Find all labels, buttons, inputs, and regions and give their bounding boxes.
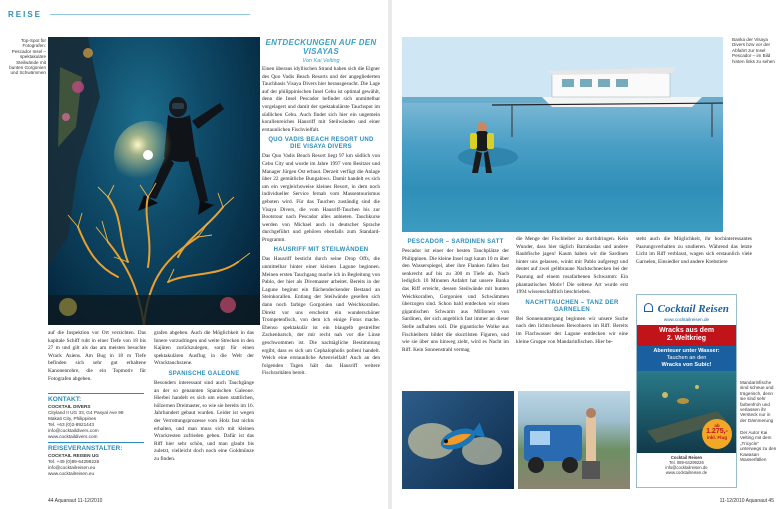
photo-caption-left: Top-Spot für Fotografen: Pescador Insel – spektakuläre Steilwände mit bunten Gorgonien und Schwämmen <box>9 38 46 76</box>
contact-box <box>48 393 144 477</box>
article-column-galeone <box>154 330 254 465</box>
ad-line2: 2. Weltkrieg <box>666 335 707 343</box>
article-title-block <box>262 38 380 64</box>
ad-footer-line-1: Tel. 089-64299226 <box>669 460 704 466</box>
organizer-email-link[interactable]: info@cocktailreisen.eu <box>48 465 96 471</box>
right-column-continued <box>636 236 752 267</box>
article-column-wreck <box>48 330 146 384</box>
hausriff-paragraph: Das Hausriff besticht durch seine Drop Offs, die unmittelbar hinter einer kleinen Lagune beginnen. Meinen ersten Tauchgang mache ich in Begleitung von Pablo, der hier als Divemaster arbeitet. Bereits in der Lagune beginnt ein flächendeckender Bestand an Steinkorallen. Entlang der Steilwände gesellen sich dann noch farbige Gorgonien und Weichkorallen. Direkt vor uns erscheint ein wunderschöner Trompetenfisch, von dem ich einige Fotos mache. Ebenso spektakulär ist ein blaugelb gestreifter Zackenbarsch, der mir recht nah vor die Linse geschwommen ist. Die nachtägliche Bestimmung ergibt, dass es sich um Cephalopholis polleni handelt. Welch eine erstaunliche Artenvielfalt! Auch an den folgenden Tagen hält das Hausriff weitere Fischraritäten bereit. <box>262 256 380 377</box>
contact-line-2: Makati City, Philippines <box>48 415 97 421</box>
pescador-paragraph: Pescador ist einer der besten Tauchplätze der Philippinen. Die kleine Insel ragt kaum 10 m über den Wasserspiegel, aber ihre Flanken fallen fast senkrecht auf bis zu 300 m Tiefe ab. Nach lediglich 10 Minuten Anfahrt hat unsere Banka das Riff erreicht, dessen Steilwände mit bunten Weichkorallen, Gorgonien und Schwämmen überzogen sind. Schon bald entdecken wir einen gigantischen Schwarm aus Millionen von Sardinen, der sich angeblich fast immer an dieser Stelle aufhalten soll. Die gigantische Wolke aus Fischleibern bildet die skurrilsten Figuren, und wie sie über uns hinweg zieht, wird es Nacht im Riff. Kein Sonnenstrahl vermag <box>402 248 509 353</box>
organizer-line-1: Tel. +49 (0)89-64299226 <box>48 459 100 465</box>
contact-line-1: Cityland II UG 33, G4 Pasyal Ave 98 <box>48 409 124 415</box>
side-caption-author: Der Autor Kai Velting mit dem „Tricycle“ unterwegs zu den Kawasan Wasserfällen <box>740 430 777 463</box>
wreck-continued-paragraph: grafen abgeben. Auch die Möglichkeit in das Innere vorzudringen und weite Strecken in den Kajüten zurückzulegen, sorgt für einen spektakulären Ausflug in die Welt der Wracktauchszene. <box>154 330 254 367</box>
article-column-intro <box>262 66 380 379</box>
heading-hausriff: HAUSRIFF MIT STEILWÄNDEN <box>273 247 369 254</box>
section-rule <box>50 14 250 15</box>
tricycle-photo <box>518 391 630 489</box>
cocktail-reisen-ad[interactable] <box>636 294 737 488</box>
ad-footer-line-0: Cocktail Reisen <box>670 454 703 460</box>
ad-brand: Cocktail Reisen <box>657 303 729 315</box>
right-page <box>392 0 780 509</box>
contact-heading: KONTAKT: <box>48 393 144 403</box>
ad-red-banner <box>637 325 736 346</box>
right-column-nacht <box>516 236 628 347</box>
ad-footer-line-2[interactable]: info@cocktailreisen.de <box>665 465 708 471</box>
ad-line1: Wracks aus dem <box>658 327 715 334</box>
ad-price-from: ab <box>714 422 720 428</box>
contact-line-3: Tel. +63 (0)2-8921443 <box>48 421 94 427</box>
pescador-continued-paragraph: die Menge der Fischleiber zu durchdringen. Kein Wunder, dass hier täglich Barrakudas und andere Raubfische jagen! Kaum haben wir die Sardinen hinter uns gelassen, winkt mir Pablo aufgeregt und deutet auf zwei gelbbraune Nacktschnecken bei der Paarung auf einem rosafarbenen Schwamm: Ein phantastisches Motiv! Die seltene Art wurde erst 1994 wissenschaftlich beschrieben. <box>516 236 628 296</box>
ad-line4: Tauchen an den <box>666 354 707 361</box>
boat-photo <box>402 37 723 232</box>
heading-resort: QUO VADIS BEACH RESORT UND DIE VISAYA DIVERS <box>268 137 374 151</box>
ad-blue-banner <box>637 346 736 371</box>
ad-line5: Wracks von Subic! <box>661 361 712 368</box>
underwater-diver-photo <box>48 37 260 325</box>
ad-price-note: inkl. Flug <box>706 434 728 440</box>
ad-footer-line-3[interactable]: www.cocktailreisen.de <box>665 470 708 476</box>
heading-galeone: SPANISCHE GALEONE <box>168 370 240 377</box>
ad-url[interactable]: www.cocktailreisen.de <box>663 317 710 322</box>
footer-left: 44 Aquanaut 11-12/2010 <box>48 498 103 504</box>
right-column-pescador <box>402 236 509 355</box>
article-byline: Von Kai Velting <box>302 58 340 64</box>
organizer-web-link[interactable]: www.cocktailreisen.eu <box>48 471 95 477</box>
section-tag: REISE <box>8 10 43 19</box>
ad-line3: Abenteuer unter Wasser: <box>653 347 720 354</box>
ad-price: 1.275,- <box>706 427 728 435</box>
contact-email-link[interactable]: info@cocktaildivers.com <box>48 427 99 433</box>
galeone-paragraph: Besonders interessant sind auch Tauchgänge an der so genannten Spanischen Galeone. Hierbei handelt es sich um einen stattlichen, hölzernen Dreimaster, so wie sie bereits im 16. Jahrhundert gebaut wurden. Leider ist wegen der Verrottungsprozesse vom Holz fast nichts erhalten, und man muss sich mit kleinen Wrackresten zufrieden geben. Dafür ist das Riff hier sehr schön, und man glaubt bis zuletzt, vielleicht doch noch eine Goldmünze zu finden. <box>154 379 254 462</box>
ad-cocktail-icon <box>644 303 653 312</box>
wreck-paragraph: auf die Inspektion vor Ort verzichten. Das kapitale Schiff ruht in einer Tiefe von 18 bis 27 m und gilt als das am meisten besuchte Wrack Asiens. Am Bug in 18 m Tiefe befinden sich sehr gut erhaltene Kanonenrohre, die ein Topmotiv für Fotografen abgeben. <box>48 330 146 382</box>
photo-caption-right: Banka der Visaya Divers bzw vor der Abfahrt zur Insel Pescador – im Bild hinten links zu sehen <box>732 37 775 64</box>
contact-line-0: COCKTAIL DIVERS <box>48 404 91 409</box>
organizer-heading: REISEVERANSTALTER: <box>48 442 144 452</box>
article-title: ENTDECKUNGEN AUF DEN VISAYAS <box>265 38 377 56</box>
heading-pescador: PESCADOR – SARDINEN SATT <box>407 239 504 245</box>
nacht-paragraph: Bei Sonnenuntergang beginnen wir unsere Suche nach den lichtscheuen Bewohnern im Riff. Bereits im Flachwasser der Lagune entdecken wir eine kleine Gruppe von Mandarinfischen. Hier be- <box>516 315 628 345</box>
organizer-line-0: COCKTAIL REISEN UG <box>48 453 99 459</box>
resort-paragraph: Das Quo Vadis Beach Resort liegt 97 km südlich von Cebu City und wurde im Jahre 1997 vom Besitzer und Manager Jürgen Ost erbaut. Derzeit verfügt die Anlage über 22 gemütliche Bungalows. Damit handelt es sich um ein vergleichsweise kleines Resort, in dem noch individueller Service fernab vom Massentourismus geboten wird. Für das Tauchen zuständig sind die Visaya Divers, die vom Hausriff-Tauchen bis zur Bootstour nach Pescador alles anbieten. Tauchkurse werden von Michael auch in deutscher Sprache durchgeführt und gehören ebenfalls zum Standard-Programm. <box>262 153 380 243</box>
left-page <box>0 0 388 509</box>
footer-right: 11-12/2010 Aquanaut 45 <box>719 498 774 504</box>
side-caption-mandarin: Mandarinfische sind scheue und trügerisch, denn sie sind sehr farbenfroh und verlassen ihr Versteck nur in der Dämmerung <box>740 380 774 423</box>
nacht-continued-paragraph: steht auch die Möglichkeit, ihr hochinteressantes Paarungsverhalten zu studieren. Während das letzte Licht im Riff verblasst, wagen sich erstaunlich viele Garnelen, Einsiedler und andere Krebstiere <box>636 236 752 265</box>
ad-wreck-photo <box>637 371 736 453</box>
intro-paragraph: Einen überaus idyllischen Strand haben sich die Eigner des Quo Vadis Beach Resorts und der angegliederten Tauchbasis Visaya Divers hier herausgesucht. Die Lage auf der philippinischen Insel Cebu ist optimal gewählt, denn die Insel Pescador befindet sich unmittelbar vorgelagert und damit der spektakulärste Tauchspot im südlichen Cebu. Auch findet sich hier ein ungemein korallenreiches Hausriff mit Steilwänden und einer erstaunlichen Fischvielfalt. <box>262 66 380 133</box>
contact-web-link[interactable]: www.cocktaildivers.com <box>48 433 98 439</box>
ad-price-badge <box>702 419 732 449</box>
ad-footer <box>637 453 736 476</box>
mandarinfish-photo <box>402 391 514 489</box>
heading-nachttauchen: NACHTTAUCHEN – TANZ DER GARNELEN <box>525 299 619 313</box>
